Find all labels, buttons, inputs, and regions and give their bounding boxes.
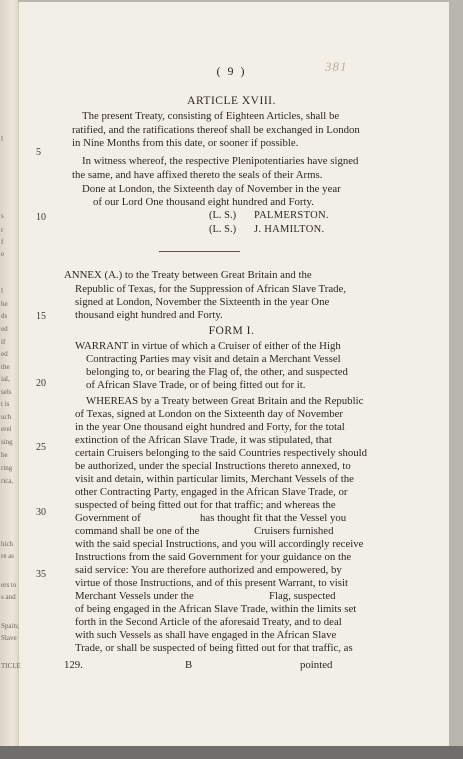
signatory-name: J. HAMILTON.: [254, 224, 325, 235]
article-line: the same, and have affixed thereto the seals of their Arms.: [72, 169, 323, 181]
margin-fragment: Slave: [1, 634, 17, 642]
margin-fragment: the: [1, 363, 10, 371]
margin-fragment: ers to: [1, 581, 17, 589]
body-line: extinction of the African Slave Trade, it was stipulated, that: [75, 434, 332, 446]
body-line: Flag, suspected: [269, 590, 336, 602]
warrant-line: of African Slave Trade, or of being fitted out for it.: [86, 379, 306, 391]
margin-fragment: ed: [1, 350, 8, 358]
margin-fragment: uch: [1, 413, 12, 421]
line-number: 5: [36, 147, 41, 158]
margin-fragment: rica,: [1, 477, 14, 485]
margin-fragment: TICLE: [1, 662, 21, 670]
margin-fragment: if: [1, 338, 6, 346]
warrant-line: WARRANT in virtue of which a Cruiser of either of the High: [75, 340, 341, 352]
article-line: ratified, and the ratifications thereof shall be exchanged in London: [72, 124, 360, 136]
body-line: Merchant Vessels under the: [75, 590, 194, 602]
margin-fragment: l: [1, 287, 3, 295]
body-line: Trade, or shall be suspected of being fitted out for that traffic, as: [75, 642, 353, 654]
body-line: virtue of those Instructions, and of this present Warrant, to visit: [75, 577, 349, 589]
catchword: pointed: [300, 659, 333, 671]
annex-line: Republic of Texas, for the Suppression of African Slave Trade,: [75, 283, 347, 295]
body-line: has thought fit that the Vessel you: [200, 512, 347, 524]
annex-line: thousand eight hundred and Forty.: [75, 309, 223, 321]
margin-fragment: sels: [1, 388, 12, 396]
body-line: with such Vessels as shall have engaged in the African Slave: [75, 629, 337, 641]
body-line: other Contracting Party, engaged in the African Slave Trade, or: [75, 486, 348, 498]
margin-fragment: t is: [1, 400, 10, 408]
body-line: visit and detain, within particular limits, Merchant Vessels of the: [75, 473, 354, 485]
margin-fragment: erei: [1, 425, 12, 433]
seal-mark: (L. S.): [209, 224, 237, 235]
article-line: in Nine Months from this date, or sooner if possible.: [72, 137, 299, 149]
body-line: be authorized, under the special Instructions thereto annexed, to: [75, 460, 351, 472]
margin-fragment: l: [1, 135, 3, 143]
body-line: forth in the Second Article of the aforesaid Treaty, and to deal: [75, 616, 342, 628]
folio-annotation: 381: [325, 59, 348, 74]
article-heading: ARTICLE XVIII.: [187, 95, 276, 107]
body-line: suspected of being fitted out for that traffic; and whereas the: [75, 499, 336, 511]
line-number: 15: [36, 311, 46, 322]
bottom-edge: [0, 746, 463, 759]
article-line: In witness whereof, the respective Plenipotentiaries have signed: [82, 155, 359, 167]
body-line: Cruisers furnished: [254, 525, 334, 537]
margin-fragment: be: [1, 451, 8, 459]
article-line: of our Lord One thousand eight hundred and Forty.: [93, 196, 314, 208]
margin-fragment: r: [1, 226, 4, 234]
body-line: with the said special Instructions, and you will accordingly receive: [75, 538, 364, 550]
margin-fragment: Spain;: [1, 622, 19, 630]
margin-fragment: he: [1, 300, 8, 308]
footer-number: 129.: [64, 659, 83, 671]
body-line: Instructions from the said Government for your guidance on the: [75, 551, 352, 563]
line-number: 25: [36, 442, 46, 453]
section-divider: [159, 251, 240, 252]
margin-fragment: f: [1, 238, 4, 246]
page-number-header: ( 9 ): [216, 64, 247, 78]
body-line: command shall be one of the: [75, 525, 200, 537]
article-line: Done at London, the Sixteenth day of November in the year: [82, 183, 341, 195]
margin-fragment: s and: [1, 593, 16, 601]
margin-fragment: ring: [1, 464, 13, 472]
warrant-line: Contracting Parties may visit and detain a Merchant Vessel: [86, 353, 341, 365]
line-number: 35: [36, 569, 46, 580]
body-line: of Texas, signed at London on the Sixteenth day of November: [75, 408, 344, 420]
body-line: said service: You are therefore authorized and empowered, by: [75, 564, 342, 576]
margin-fragment: re as: [1, 552, 15, 560]
margin-fragment: sing: [1, 438, 13, 446]
form-heading: FORM I.: [208, 325, 255, 337]
body-line: WHEREAS by a Treaty between Great Britain and the Republic: [86, 395, 364, 407]
body-line: in the year One thousand eight hundred and Forty, for the total: [75, 421, 345, 433]
margin-fragment: ds: [1, 312, 8, 320]
margin-fragment: ial,: [1, 375, 10, 383]
margin-fragment: s: [1, 212, 4, 220]
signatory-name: PALMERSTON.: [254, 210, 329, 221]
margin-fragment: e: [1, 250, 5, 258]
margin-fragment: hich: [1, 540, 14, 548]
body-line: of being engaged in the African Slave Trade, within the limits set: [75, 603, 357, 615]
annex-line: signed at London, November the Sixteenth in the year One: [75, 296, 330, 308]
signature-mark: B: [185, 659, 193, 671]
body-line: Government of: [75, 512, 141, 524]
line-number: 20: [36, 378, 46, 389]
margin-fragment: ed: [1, 325, 8, 333]
body-line: certain Cruisers belonging to the said Countries respectively should: [75, 447, 368, 459]
line-number: 30: [36, 507, 46, 518]
warrant-line: belonging to, or bearing the Flag of, the other, and suspected: [86, 366, 348, 378]
annex-line: ANNEX (A.) to the Treaty between Great Britain and the: [64, 269, 312, 281]
seal-mark: (L. S.): [209, 210, 237, 221]
article-line: The present Treaty, consisting of Eighteen Articles, shall be: [82, 110, 340, 122]
line-number: 10: [36, 212, 46, 223]
